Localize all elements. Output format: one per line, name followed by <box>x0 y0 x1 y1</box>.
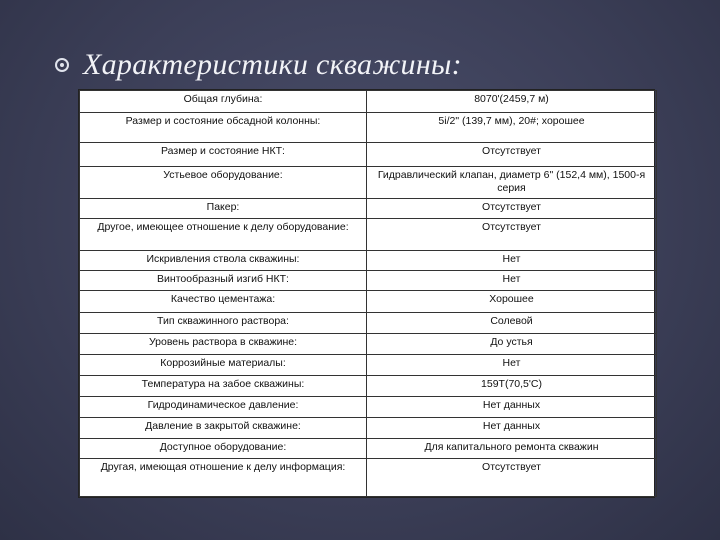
row-label: Доступное оборудование: <box>80 439 367 459</box>
row-value: 8070'(2459,7 м) <box>367 91 657 113</box>
row-value: Нет <box>367 355 657 376</box>
table-row <box>80 251 657 271</box>
row-label: Размер и состояние НКТ: <box>80 143 367 167</box>
row-label: Температура на забое скважины: <box>80 376 367 397</box>
circle-bullet-icon <box>55 58 69 72</box>
row-value: Хорошее <box>367 291 657 313</box>
row-label: Устьевое оборудование: <box>80 167 367 199</box>
row-label: Другое, имеющее отношение к делу оборудование: <box>80 219 367 251</box>
table-row <box>80 459 657 497</box>
row-value: Отсутствует <box>367 459 657 497</box>
row-label: Искривления ствола скважины: <box>80 251 367 271</box>
table-row <box>80 439 657 459</box>
table-row <box>80 418 657 439</box>
row-label: Уровень раствора в скважине: <box>80 334 367 355</box>
row-label: Винтообразный изгиб НКТ: <box>80 271 367 291</box>
table-row <box>80 334 657 355</box>
row-value: Нет данных <box>367 418 657 439</box>
row-value: Нет <box>367 271 657 291</box>
row-value: Нет данных <box>367 397 657 418</box>
table-row <box>80 143 657 167</box>
table-row <box>80 355 657 376</box>
row-value: Гидравлический клапан, диаметр 6" (152,4 мм), 1500-я серия <box>367 167 657 199</box>
row-value: Нет <box>367 251 657 271</box>
slide-title-row <box>55 47 462 83</box>
table-row <box>80 376 657 397</box>
row-value: 5i/2" (139,7 мм), 20#; хорошее <box>367 113 657 143</box>
row-value: Отсутствует <box>367 199 657 219</box>
table-row <box>80 219 657 251</box>
row-label: Пакер: <box>80 199 367 219</box>
row-label: Размер и состояние обсадной колонны: <box>80 113 367 143</box>
row-value: Солевой <box>367 313 657 334</box>
table-row <box>80 291 657 313</box>
row-label: Давление в закрытой скважине: <box>80 418 367 439</box>
table-row <box>80 397 657 418</box>
row-value: Отсутствует <box>367 219 657 251</box>
row-value: 159Т(70,5'С) <box>367 376 657 397</box>
row-label: Гидродинамическое давление: <box>80 397 367 418</box>
characteristics-table <box>78 89 655 498</box>
row-label: Коррозийные материалы: <box>80 355 367 376</box>
table-row <box>80 199 657 219</box>
row-label: Тип скважинного раствора: <box>80 313 367 334</box>
table-row <box>80 91 657 113</box>
row-label: Другая, имеющая отношение к делу информация: <box>80 459 367 497</box>
slide-title: Характеристики скважины: <box>83 48 462 81</box>
row-label: Качество цементажа: <box>80 291 367 313</box>
table-row <box>80 271 657 291</box>
table-row <box>80 113 657 143</box>
row-value: Для капитального ремонта скважин <box>367 439 657 459</box>
row-value: До устья <box>367 334 657 355</box>
table-row <box>80 167 657 199</box>
row-value: Отсутствует <box>367 143 657 167</box>
row-label: Общая глубина: <box>80 91 367 113</box>
table-row <box>80 313 657 334</box>
